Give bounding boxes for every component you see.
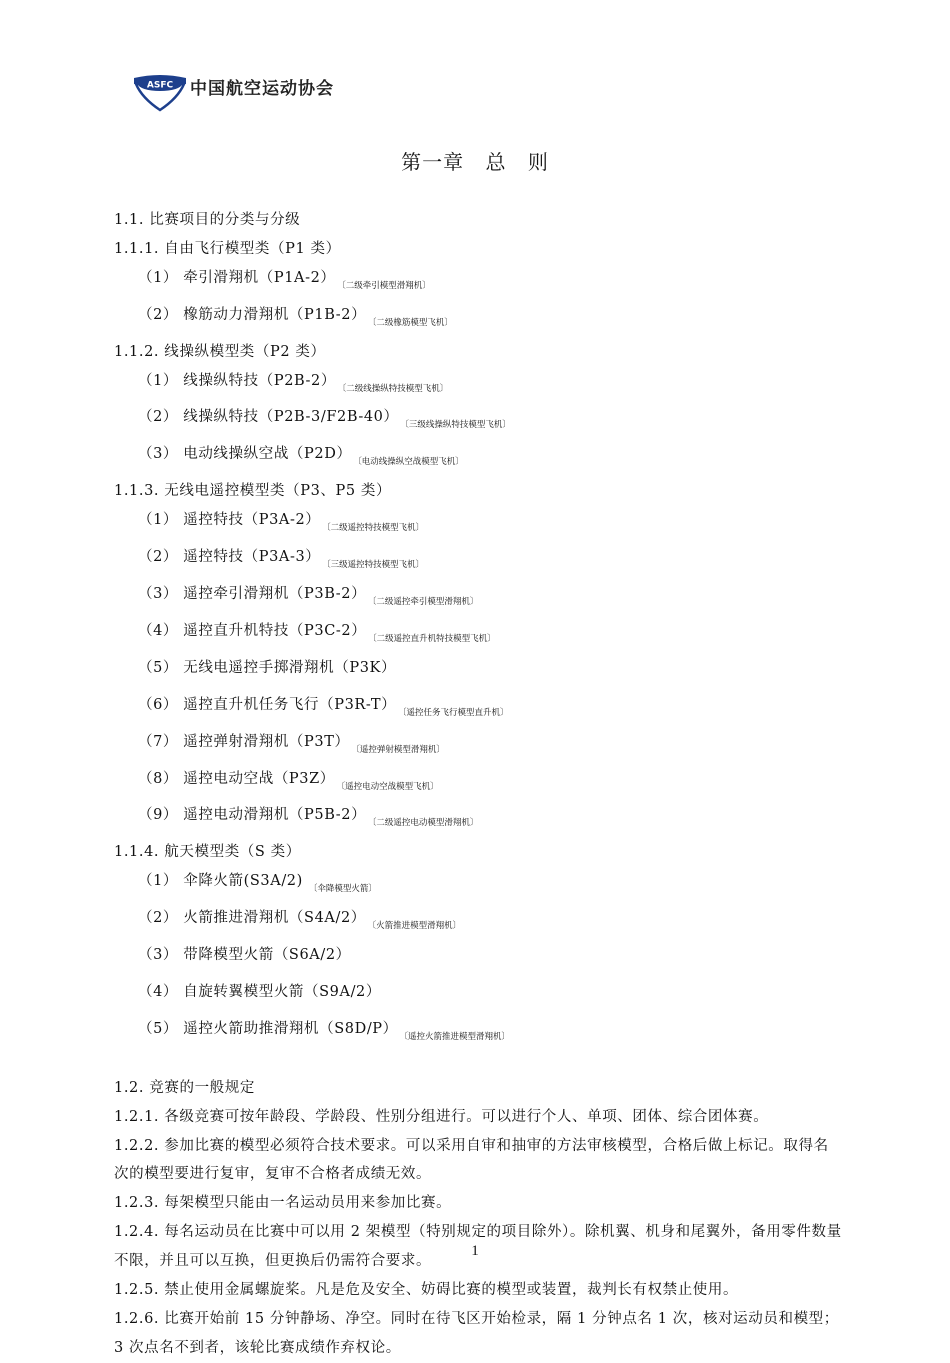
paragraph: 1.2.1. 各级竞赛可按年龄段、学龄段、性别分组进行。可以进行个人、单项、团体、综合团体赛。 <box>114 1108 769 1125</box>
list-item <box>114 301 842 338</box>
item-note: 〔二级遥控特技模型飞机〕 <box>326 523 425 534</box>
section-1-1-heading: 1.1. 比赛项目的分类与分级 <box>114 212 301 228</box>
list-item <box>114 1015 842 1052</box>
item-label: （7） 遥控弹射滑翔机（P3T） <box>138 733 350 750</box>
list-item <box>114 617 842 654</box>
item-note: 〔二级遥控电动模型滑翔机〕 <box>372 818 479 829</box>
item-note: 〔电动线操纵空战模型飞机〕 <box>357 457 464 468</box>
item-label: （3） 遥控牵引滑翔机（P3B-2） <box>138 585 367 602</box>
item-note: 〔二级牵引模型滑翔机〕 <box>341 280 431 291</box>
list-item <box>114 941 842 978</box>
group-heading: 1.1.1. 自由飞行模型类（P1 类） <box>114 240 341 257</box>
item-note: 〔伞降模型火箭〕 <box>308 884 377 895</box>
group-heading: 1.1.2. 线操纵模型类（P2 类） <box>114 343 326 360</box>
list-item <box>114 264 842 301</box>
item-note: 〔二级遥控牵引模型滑翔机〕 <box>372 596 479 607</box>
list-item <box>114 904 842 941</box>
group-heading: 1.1.3. 无线电遥控模型类（P3、P5 类） <box>114 483 392 500</box>
item-label: （1） 伞降火箭(S3A/2) <box>138 873 303 890</box>
paragraph: 1.2.2. 参加比赛的模型必须符合技术要求。可以采用自审和抽审的方法审核模型，合格后做上标记。取得名次的模型要进行复审，复审不合格者成绩无效。 <box>114 1137 829 1183</box>
document-body <box>114 206 842 1363</box>
section-gap <box>114 1052 842 1074</box>
item-label: （6） 遥控直升机任务飞行（P3R-T） <box>138 696 397 713</box>
item-label: （2） 火箭推进滑翔机（S4A/2） <box>138 910 366 927</box>
paragraph: 1.2.4. 每名运动员在比赛中可以用 2 架模型（特别规定的项目除外）。除机翼、机身和尾翼外，备用零件数量不限，并且可以互换，但更换后仍需符合要求。 <box>114 1224 842 1270</box>
paragraph: 1.2.5. 禁止使用金属螺旋桨。凡是危及安全、妨碍比赛的模型或装置，裁判长有权禁止使用。 <box>114 1282 739 1299</box>
item-note: 〔三级遥控特技模型飞机〕 <box>326 560 425 571</box>
list-item <box>114 543 842 580</box>
list-item <box>114 801 842 838</box>
item-note: 〔遥控电动空战模型飞机〕 <box>340 781 439 792</box>
item-note: 〔二级线操纵特技模型飞机〕 <box>341 383 449 394</box>
item-note: 〔二级橡筋模型飞机〕 <box>372 317 453 328</box>
item-label: （1） 线操纵特技（P2B-2） <box>138 372 336 389</box>
asfc-logo-icon <box>130 66 190 112</box>
item-label: （4） 遥控直升机特技（P3C-2） <box>138 622 367 639</box>
list-item <box>114 728 842 765</box>
item-label: （1） 遥控特技（P3A-2） <box>138 512 321 529</box>
list-item <box>114 654 842 691</box>
item-note: 〔二级遥控直升机特技模型飞机〕 <box>372 633 496 644</box>
list-item <box>114 978 842 1015</box>
section-1-2-heading: 1.2. 竞赛的一般规定 <box>114 1079 255 1096</box>
item-label: （2） 橡筋动力滑翔机（P1B-2） <box>138 306 367 323</box>
item-label: （2） 遥控特技（P3A-3） <box>138 549 321 566</box>
chapter-title: 第一章 总 则 <box>401 150 549 174</box>
page-number: 1 <box>471 1243 479 1259</box>
item-label: （4） 自旋转翼模型火箭（S9A/2） <box>138 983 381 1000</box>
item-label: （9） 遥控电动滑翔机（P5B-2） <box>138 807 367 824</box>
list-item <box>114 867 842 904</box>
header <box>130 66 334 112</box>
item-label: （5） 无线电遥控手掷滑翔机（P3K） <box>138 659 397 676</box>
list-item <box>114 580 842 617</box>
org-name: 中国航空运动协会 <box>190 78 334 99</box>
item-note: 〔火箭推进模型滑翔机〕 <box>371 921 462 932</box>
paragraph: 1.2.3. 每架模型只能由一名运动员用来参加比赛。 <box>114 1195 452 1212</box>
item-label: （8） 遥控电动空战（P3Z） <box>138 770 335 787</box>
item-label: （3） 带降模型火箭（S6A/2） <box>138 947 351 964</box>
group-heading: 1.1.4. 航天模型类（S 类） <box>114 844 301 861</box>
list-item <box>114 440 842 477</box>
item-note: 〔遥控任务飞行模型直升机〕 <box>402 707 509 718</box>
item-label: （1） 牵引滑翔机（P1A-2） <box>138 269 336 286</box>
list-item <box>114 403 842 440</box>
item-note: 〔遥控火箭推进模型滑翔机〕 <box>403 1031 511 1042</box>
list-item <box>114 691 842 728</box>
paragraph: 1.2.6. 比赛开始前 15 分钟静场、净空。同时在待飞区开始检录，隔 1 分钟点名 1 次，核对运动员和模型；3 次点名不到者，该轮比赛成绩作弃权论。 <box>114 1311 839 1356</box>
list-item <box>114 367 842 404</box>
item-label: （3） 电动线操纵空战（P2D） <box>138 446 352 463</box>
logo-text: ASFC <box>146 80 174 91</box>
item-label: （2） 线操纵特技（P2B-3/F2B-40） <box>138 409 399 426</box>
item-note: 〔三级线操纵特技模型飞机〕 <box>404 420 511 431</box>
item-note: 〔遥控弹射模型滑翔机〕 <box>355 744 445 755</box>
list-item <box>114 506 842 543</box>
item-label: （5） 遥控火箭助推滑翔机（S8D/P） <box>138 1020 398 1037</box>
list-item <box>114 765 842 802</box>
